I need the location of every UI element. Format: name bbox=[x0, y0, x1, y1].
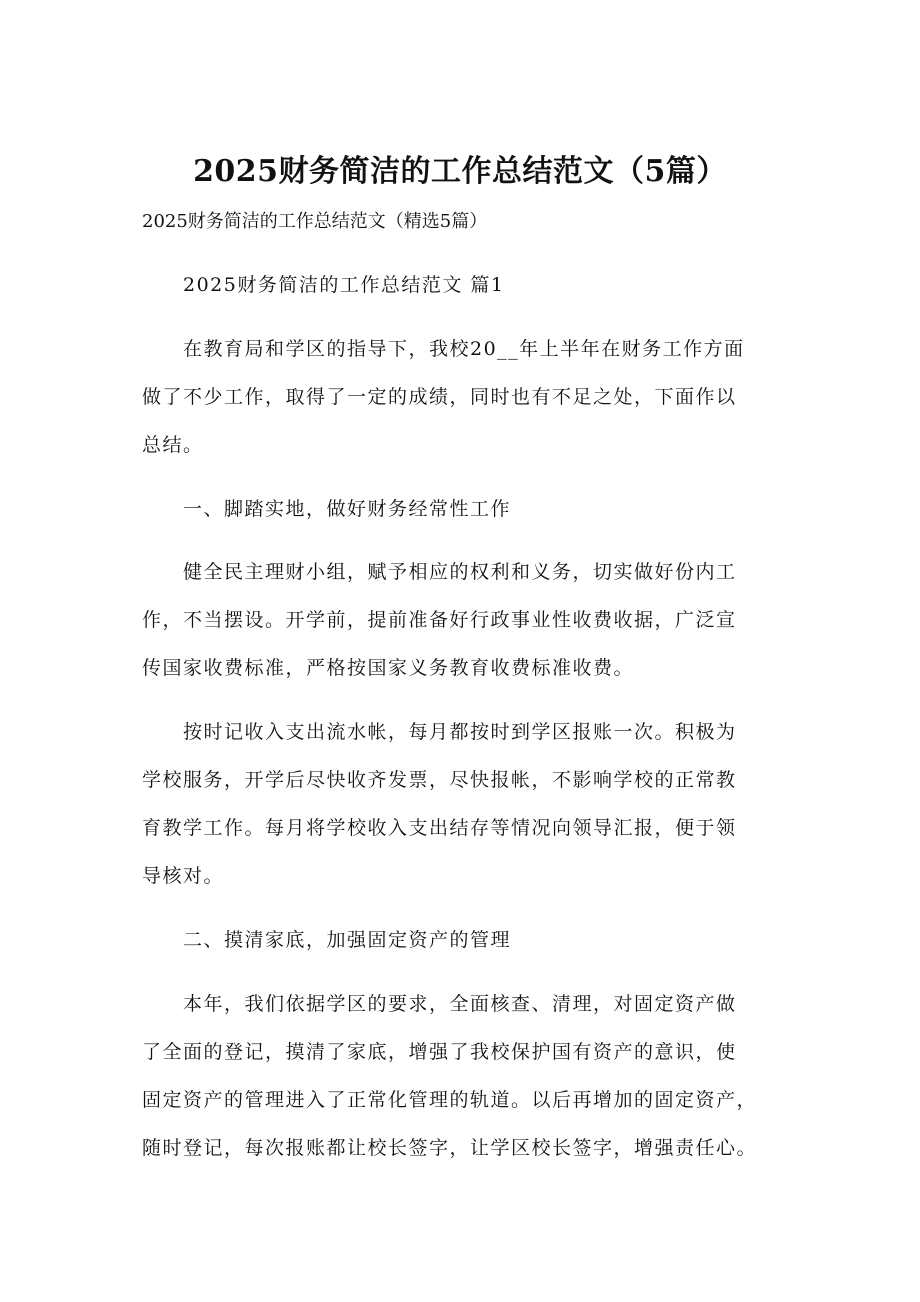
paragraph-line: 作，不当摆设。开学前，提前准备好行政事业性收费收据，广泛宣 bbox=[142, 609, 737, 631]
document-title: 2025财务简洁的工作总结范文（5篇） bbox=[193, 154, 727, 189]
paragraph-line: 传国家收费标准，严格按国家义务教育收费标准收费。 bbox=[142, 657, 635, 679]
paragraph-line: 导核对。 bbox=[142, 865, 225, 887]
paragraph-line: 健全民主理财小组，赋予相应的权利和义务，切实做好份内工 bbox=[183, 561, 737, 583]
subheading: 二、摸清家底，加强固定资产的管理 bbox=[183, 929, 512, 951]
paragraph-line: 固定资产的管理进入了正常化管理的轨道。以后再增加的固定资产， bbox=[142, 1089, 758, 1111]
subheading: 一、脚踏实地，做好财务经常性工作 bbox=[183, 498, 512, 520]
document-subtitle: 2025财务简洁的工作总结范文（精选5篇） bbox=[142, 211, 488, 232]
paragraph-line: 了全面的登记，摸清了家底，增强了我校保护国有资产的意识，使 bbox=[142, 1041, 737, 1063]
paragraph-line: 按时记收入支出流水帐，每月都按时到学区报账一次。积极为 bbox=[183, 721, 737, 743]
paragraph-line: 育教学工作。每月将学校收入支出结存等情况向领导汇报，便于领 bbox=[142, 817, 737, 839]
paragraph-line: 本年，我们依据学区的要求，全面核查、清理，对固定资产做 bbox=[183, 993, 737, 1015]
paragraph-line: 做了不少工作，取得了一定的成绩，同时也有不足之处，下面作以 bbox=[142, 386, 737, 408]
paragraph-line: 学校服务，开学后尽快收齐发票，尽快报帐，不影响学校的正常教 bbox=[142, 769, 737, 791]
paragraph-line: 随时登记，每次报账都让校长签字，让学区校长签字，增强责任心。 bbox=[142, 1137, 758, 1159]
paragraph-line: 在教育局和学区的指导下，我校20__年上半年在财务工作方面 bbox=[183, 338, 745, 360]
paragraph-line: 总结。 bbox=[142, 434, 204, 456]
section-heading: 2025财务简洁的工作总结范文 篇1 bbox=[183, 274, 505, 296]
